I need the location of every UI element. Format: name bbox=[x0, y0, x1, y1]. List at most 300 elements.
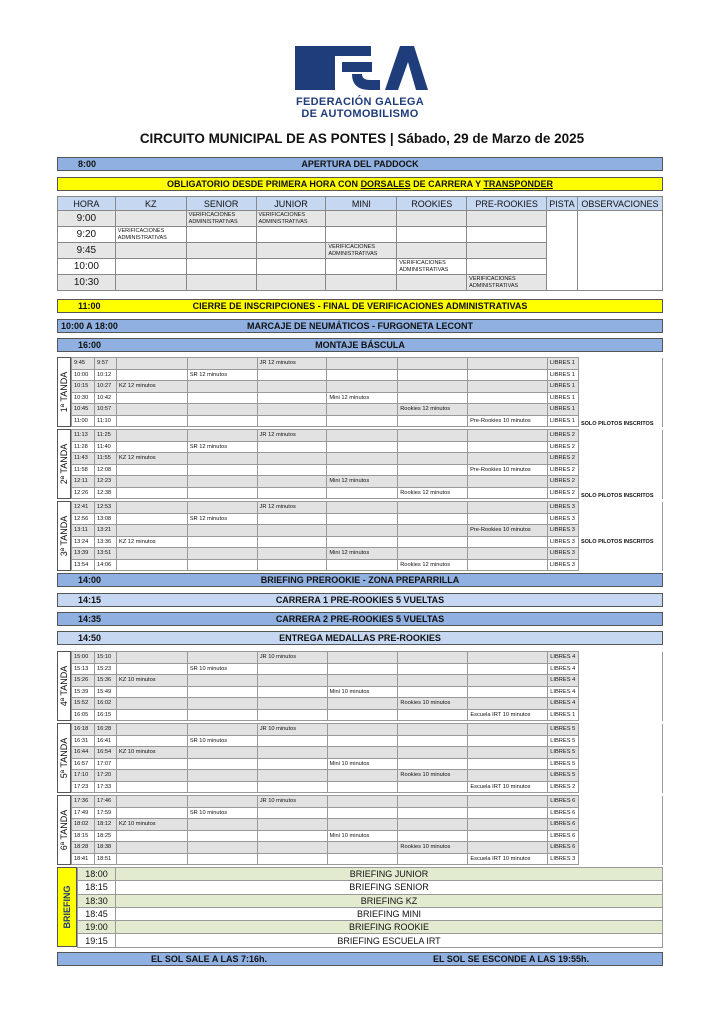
schedule-cell: LIBRES 3 bbox=[547, 502, 578, 514]
schedule-cell: 10:15 bbox=[72, 381, 95, 393]
schedule-cell: 15:36 bbox=[94, 675, 116, 687]
schedule-cell bbox=[327, 559, 398, 571]
schedule-cell: 11:13 bbox=[72, 430, 95, 442]
marcaje-bar: 10:00 A 18:00 MARCAJE DE NEUMÁTICOS - FURGONETA LECONT bbox=[57, 319, 663, 333]
schedule-cell bbox=[257, 392, 327, 404]
schedule-cell: 12:08 bbox=[94, 464, 116, 476]
schedule-cell: 16:31 bbox=[72, 735, 95, 747]
schedule-cell: LIBRES 6 bbox=[548, 819, 579, 831]
schedule-cell bbox=[116, 686, 187, 698]
schedule-cell bbox=[257, 369, 327, 381]
schedule-cell: JR 10 minutos bbox=[257, 796, 327, 808]
schedule-cell: 11:10 bbox=[94, 415, 116, 427]
schedule-cell: KZ 10 minutos bbox=[116, 675, 187, 687]
schedule-cell: KZ 12 minutos bbox=[116, 536, 187, 548]
schedule-cell bbox=[327, 525, 398, 537]
schedule-cell: 10:45 bbox=[72, 404, 95, 416]
schedule-cell: LIBRES 1 bbox=[547, 358, 578, 370]
schedule-cell: Escuela IRT 10 minutos bbox=[468, 781, 548, 793]
table-row bbox=[72, 758, 663, 770]
schedule-cell bbox=[187, 415, 257, 427]
schedule-cell: 14:06 bbox=[94, 559, 116, 571]
schedule-cell bbox=[257, 709, 327, 721]
schedule-cell bbox=[468, 652, 548, 664]
schedule-cell: LIBRES 6 bbox=[548, 842, 579, 854]
schedule-cell bbox=[398, 392, 468, 404]
schedule-cell: LIBRES 5 bbox=[548, 770, 579, 782]
schedule-cell bbox=[257, 404, 327, 416]
tanda-label: 1ª TANDA bbox=[57, 357, 71, 427]
schedule-cell bbox=[468, 430, 548, 442]
schedule-cell bbox=[327, 853, 398, 865]
schedule-cell: LIBRES 5 bbox=[548, 758, 579, 770]
schedule-cell bbox=[398, 430, 468, 442]
schedule-cell bbox=[187, 536, 257, 548]
schedule-cell: 17:59 bbox=[94, 807, 116, 819]
table-row bbox=[72, 796, 663, 808]
briefing-row: 18:30 BRIEFING KZ bbox=[78, 894, 663, 907]
schedule-cell bbox=[187, 853, 257, 865]
schedule-cell: 16:57 bbox=[72, 758, 95, 770]
schedule-cell bbox=[468, 536, 548, 548]
schedule-cell: 18:51 bbox=[94, 853, 116, 865]
schedule-cell bbox=[257, 781, 327, 793]
table-row bbox=[72, 548, 663, 560]
schedule-cell bbox=[257, 686, 327, 698]
tanda-block bbox=[57, 357, 663, 427]
schedule-cell: Pre-Rookies 10 minutos bbox=[468, 464, 548, 476]
schedule-cell: 18:02 bbox=[72, 819, 95, 831]
schedule-cell bbox=[398, 830, 468, 842]
table-row bbox=[72, 464, 663, 476]
schedule-cell bbox=[187, 430, 257, 442]
schedule-cell bbox=[468, 675, 548, 687]
schedule-cell bbox=[468, 548, 548, 560]
schedule-cell bbox=[398, 663, 468, 675]
schedule-cell bbox=[398, 686, 468, 698]
schedule-cell bbox=[398, 464, 468, 476]
table-row bbox=[72, 404, 663, 416]
schedule-cell: LIBRES 2 bbox=[547, 430, 578, 442]
schedule-cell: LIBRES 6 bbox=[548, 796, 579, 808]
schedule-cell bbox=[468, 381, 548, 393]
schedule-cell bbox=[327, 369, 398, 381]
schedule-cell: 17:20 bbox=[94, 770, 116, 782]
schedule-cell bbox=[116, 853, 187, 865]
schedule-cell bbox=[187, 381, 257, 393]
schedule-cell: 13:36 bbox=[94, 536, 116, 548]
schedule-cell: LIBRES 5 bbox=[548, 724, 579, 736]
schedule-cell bbox=[116, 735, 187, 747]
schedule-cell: LIBRES 6 bbox=[548, 807, 579, 819]
schedule-cell bbox=[257, 536, 327, 548]
tanda-block bbox=[57, 723, 663, 793]
table-row bbox=[72, 686, 663, 698]
schedule-cell: 11:43 bbox=[72, 453, 95, 465]
schedule-cell: KZ 10 minutos bbox=[116, 747, 187, 759]
schedule-cell bbox=[116, 724, 187, 736]
schedule-cell: 18:38 bbox=[94, 842, 116, 854]
schedule-cell bbox=[116, 830, 187, 842]
schedule-cell bbox=[398, 724, 468, 736]
schedule-cell bbox=[327, 724, 398, 736]
table-row bbox=[72, 430, 663, 442]
briefing-row: 18:00 BRIEFING JUNIOR bbox=[78, 868, 663, 881]
schedule-cell bbox=[327, 842, 398, 854]
schedule-cell: 10:27 bbox=[94, 381, 116, 393]
schedule-cell: 18:28 bbox=[72, 842, 95, 854]
observaciones-cell bbox=[579, 796, 663, 865]
tanda-label: 6ª TANDA bbox=[57, 795, 71, 865]
schedule-cell: 16:28 bbox=[94, 724, 116, 736]
table-row bbox=[72, 476, 663, 488]
schedule-cell: Mini 12 minutos bbox=[327, 392, 398, 404]
schedule-cell bbox=[257, 842, 327, 854]
page-title: CIRCUITO MUNICIPAL DE AS PONTES | Sábado, 29 de Marzo de 2025 bbox=[139, 131, 585, 146]
schedule-cell bbox=[257, 487, 327, 499]
schedule-cell: 13:24 bbox=[72, 536, 95, 548]
schedule-cell: LIBRES 4 bbox=[548, 686, 579, 698]
schedule-cell bbox=[116, 796, 187, 808]
schedule-cell bbox=[468, 807, 548, 819]
schedule-cell: 13:39 bbox=[72, 548, 95, 560]
schedule-cell bbox=[116, 513, 187, 525]
schedule-cell bbox=[398, 513, 468, 525]
schedule-cell: 9:57 bbox=[94, 358, 116, 370]
schedule-cell bbox=[468, 404, 548, 416]
schedule-cell: Rookies 12 minutos bbox=[398, 559, 468, 571]
schedule-cell: 11:40 bbox=[94, 441, 116, 453]
schedule-cell: 16:54 bbox=[94, 747, 116, 759]
schedule-cell bbox=[468, 770, 548, 782]
schedule-cell: Rookies 12 minutos bbox=[398, 404, 468, 416]
schedule-cell: LIBRES 2 bbox=[548, 781, 579, 793]
briefing-row: 18:45 BRIEFING MINI bbox=[78, 907, 663, 920]
schedule-cell: LIBRES 3 bbox=[547, 559, 578, 571]
schedule-cell: Mini 12 minutos bbox=[327, 548, 398, 560]
schedule-cell bbox=[398, 796, 468, 808]
table-row bbox=[72, 381, 663, 393]
schedule-cell: JR 10 minutos bbox=[257, 724, 327, 736]
schedule-cell: 18:15 bbox=[72, 830, 95, 842]
schedule-cell: LIBRES 1 bbox=[547, 404, 578, 416]
schedule-cell bbox=[187, 487, 257, 499]
event-bar: 14:50 ENTREGA MEDALLAS PRE-ROOKIES bbox=[57, 631, 663, 645]
schedule-cell bbox=[327, 487, 398, 499]
schedule-cell bbox=[116, 404, 187, 416]
schedule-cell bbox=[116, 807, 187, 819]
schedule-cell bbox=[468, 392, 548, 404]
table-row bbox=[72, 559, 663, 571]
schedule-cell bbox=[468, 559, 548, 571]
schedule-cell bbox=[468, 747, 548, 759]
schedule-cell bbox=[187, 724, 257, 736]
schedule-cell: 13:11 bbox=[72, 525, 95, 537]
schedule-cell bbox=[468, 686, 548, 698]
schedule-cell bbox=[187, 796, 257, 808]
schedule-cell bbox=[187, 698, 257, 710]
schedule-cell bbox=[468, 513, 548, 525]
schedule-cell bbox=[468, 758, 548, 770]
schedule-cell: LIBRES 2 bbox=[547, 453, 578, 465]
schedule-cell: JR 12 minutos bbox=[257, 358, 327, 370]
table-row bbox=[72, 735, 663, 747]
table-row bbox=[72, 525, 663, 537]
schedule-cell: LIBRES 2 bbox=[547, 464, 578, 476]
schedule-cell bbox=[327, 381, 398, 393]
table-row bbox=[72, 502, 663, 514]
table-row bbox=[72, 392, 663, 404]
schedule-cell: 11:58 bbox=[72, 464, 95, 476]
schedule-cell: 15:39 bbox=[72, 686, 95, 698]
schedule-cell bbox=[116, 369, 187, 381]
schedule-cell: 10:57 bbox=[94, 404, 116, 416]
schedule-cell bbox=[468, 819, 548, 831]
schedule-cell: 10:42 bbox=[94, 392, 116, 404]
schedule-cell: Escuela IRT 10 minutos bbox=[468, 853, 548, 865]
schedule-cell: 11:55 bbox=[94, 453, 116, 465]
schedule-cell bbox=[327, 513, 398, 525]
table-row bbox=[72, 663, 663, 675]
table-row bbox=[72, 853, 663, 865]
table-row bbox=[72, 807, 663, 819]
schedule-cell bbox=[187, 758, 257, 770]
schedule-cell: 15:00 bbox=[72, 652, 95, 664]
schedule-cell bbox=[187, 747, 257, 759]
schedule-cell: Mini 10 minutos bbox=[327, 830, 398, 842]
schedule-cell: 10:12 bbox=[94, 369, 116, 381]
schedule-cell: LIBRES 5 bbox=[548, 747, 579, 759]
schedule-cell bbox=[257, 415, 327, 427]
schedule-cell: 16:41 bbox=[94, 735, 116, 747]
tanda-block bbox=[57, 795, 663, 865]
schedule-cell bbox=[116, 464, 187, 476]
schedule-cell bbox=[327, 453, 398, 465]
schedule-cell: 10:00 bbox=[72, 369, 95, 381]
schedule-cell bbox=[398, 819, 468, 831]
schedule-cell: LIBRES 4 bbox=[548, 698, 579, 710]
schedule-cell: LIBRES 1 bbox=[547, 369, 578, 381]
schedule-cell: Rookies 12 minutos bbox=[398, 487, 468, 499]
schedule-cell bbox=[327, 358, 398, 370]
schedule-cell: Pre-Rookies 10 minutos bbox=[468, 525, 548, 537]
observaciones-cell bbox=[579, 652, 663, 721]
notice-bar: OBLIGATORIO DESDE PRIMERA HORA CON DORSALES DE CARRERA Y TRANSPONDER bbox=[57, 177, 663, 191]
schedule-cell bbox=[257, 381, 327, 393]
schedule-cell: 15:26 bbox=[72, 675, 95, 687]
verification-table: HORA KZ SENIOR JUNIOR MINI ROOKIES PRE-ROOKIES PISTA OBSERVACIONES 9:00 VERIFICACIONES ADMINISTRATIVAS VERIFICACIONES ADMINISTRATIVAS 9:20 VERIFICACIONES ADMINISTRATIVAS 9:45 VERIFICACIONES ADMINISTRATIVAS 10:00 VERIFICACIONES ADMINISTRATIVAS 10:30 VERIFICACIONES ADMINISTRATIVAS bbox=[57, 196, 663, 291]
table-row bbox=[72, 709, 663, 721]
tanda-block bbox=[57, 429, 663, 499]
schedule-cell bbox=[116, 487, 187, 499]
schedule-cell bbox=[116, 698, 187, 710]
schedule-cell: SR 12 minutos bbox=[187, 369, 257, 381]
schedule-cell: 15:49 bbox=[94, 686, 116, 698]
schedule-cell bbox=[187, 476, 257, 488]
schedule-cell bbox=[116, 709, 187, 721]
schedule-cell bbox=[398, 381, 468, 393]
table-row bbox=[72, 441, 663, 453]
schedule-cell bbox=[398, 415, 468, 427]
schedule-cell: 9:45 bbox=[72, 358, 95, 370]
schedule-cell bbox=[398, 453, 468, 465]
schedule-cell bbox=[398, 709, 468, 721]
schedule-cell bbox=[468, 735, 548, 747]
observaciones-cell: SOLO PILOTOS INSCRITOS bbox=[578, 430, 662, 499]
schedule-cell bbox=[257, 464, 327, 476]
schedule-cell bbox=[187, 770, 257, 782]
briefing-row: 19:00 BRIEFING ROOKIE bbox=[78, 921, 663, 934]
schedule-cell bbox=[187, 709, 257, 721]
event-bar: 14:00 BRIEFING PREROOKIE - ZONA PREPARRILLA bbox=[57, 573, 663, 587]
schedule-cell bbox=[257, 819, 327, 831]
schedule-cell bbox=[116, 559, 187, 571]
schedule-cell: 12:41 bbox=[72, 502, 95, 514]
event-bar: 14:35 CARRERA 2 PRE-ROOKIES 5 VUELTAS bbox=[57, 612, 663, 626]
schedule-cell bbox=[327, 430, 398, 442]
schedule-cell: LIBRES 3 bbox=[547, 548, 578, 560]
schedule-cell bbox=[398, 652, 468, 664]
schedule-cell: SR 12 minutos bbox=[187, 441, 257, 453]
table-row bbox=[72, 698, 663, 710]
schedule-cell: Rookies 10 minutos bbox=[398, 842, 468, 854]
schedule-cell: 18:41 bbox=[72, 853, 95, 865]
schedule-cell bbox=[187, 358, 257, 370]
schedule-cell bbox=[398, 758, 468, 770]
schedule-cell bbox=[257, 698, 327, 710]
schedule-cell bbox=[398, 441, 468, 453]
schedule-cell: Mini 10 minutos bbox=[327, 686, 398, 698]
schedule-cell: LIBRES 5 bbox=[548, 735, 579, 747]
schedule-cell bbox=[116, 415, 187, 427]
schedule-cell: Rookies 10 minutos bbox=[398, 770, 468, 782]
schedule-cell: 16:05 bbox=[72, 709, 95, 721]
montaje-bar: 16:00 MONTAJE BÁSCULA bbox=[57, 338, 663, 352]
schedule-cell bbox=[327, 404, 398, 416]
schedule-cell bbox=[116, 781, 187, 793]
schedule-cell bbox=[116, 652, 187, 664]
tanda-label: 3ª TANDA bbox=[57, 501, 71, 571]
schedule-cell bbox=[116, 430, 187, 442]
table-row bbox=[72, 513, 663, 525]
schedule-cell bbox=[327, 652, 398, 664]
schedule-cell bbox=[116, 548, 187, 560]
schedule-cell: KZ 12 minutos bbox=[116, 381, 187, 393]
schedule-cell bbox=[327, 698, 398, 710]
schedule-cell: 15:10 bbox=[94, 652, 116, 664]
schedule-cell bbox=[257, 675, 327, 687]
schedule-cell bbox=[468, 441, 548, 453]
schedule-cell: LIBRES 6 bbox=[548, 830, 579, 842]
schedule-cell bbox=[257, 441, 327, 453]
schedule-cell bbox=[468, 724, 548, 736]
table-row bbox=[72, 453, 663, 465]
sun-bar: EL SOL SALE A LAS 7:16h. EL SOL SE ESCONDE A LAS 19:55h. bbox=[57, 952, 663, 966]
schedule-cell bbox=[468, 453, 548, 465]
table-row bbox=[72, 842, 663, 854]
schedule-cell: 15:23 bbox=[94, 663, 116, 675]
schedule-cell bbox=[187, 525, 257, 537]
schedule-cell bbox=[468, 698, 548, 710]
schedule-cell bbox=[257, 525, 327, 537]
schedule-cell bbox=[398, 675, 468, 687]
table-row bbox=[72, 652, 663, 664]
schedule-cell bbox=[257, 559, 327, 571]
schedule-cell bbox=[187, 819, 257, 831]
schedule-cell: JR 12 minutos bbox=[257, 430, 327, 442]
observaciones-cell: SOLO PILOTOS INSCRITOS bbox=[578, 358, 662, 427]
schedule-cell: 17:23 bbox=[72, 781, 95, 793]
schedule-cell bbox=[257, 513, 327, 525]
schedule-cell bbox=[327, 502, 398, 514]
schedule-cell bbox=[468, 487, 548, 499]
schedule-cell: Mini 12 minutos bbox=[327, 476, 398, 488]
schedule-cell bbox=[327, 735, 398, 747]
schedule-cell: LIBRES 3 bbox=[547, 513, 578, 525]
schedule-cell bbox=[327, 663, 398, 675]
table-row bbox=[72, 536, 663, 548]
schedule-cell: 11:25 bbox=[94, 430, 116, 442]
schedule-cell bbox=[116, 476, 187, 488]
schedule-cell bbox=[468, 830, 548, 842]
schedule-cell: 16:02 bbox=[94, 698, 116, 710]
schedule-cell bbox=[116, 502, 187, 514]
schedule-cell: SR 10 minutos bbox=[187, 735, 257, 747]
schedule-cell bbox=[398, 807, 468, 819]
schedule-cell: 16:44 bbox=[72, 747, 95, 759]
schedule-cell bbox=[398, 548, 468, 560]
tanda-block bbox=[57, 501, 663, 571]
schedule-cell bbox=[468, 796, 548, 808]
schedule-cell bbox=[187, 675, 257, 687]
schedule-cell bbox=[257, 758, 327, 770]
schedule-cell: 13:21 bbox=[94, 525, 116, 537]
schedule-cell bbox=[327, 441, 398, 453]
schedule-cell bbox=[116, 441, 187, 453]
schedule-cell bbox=[116, 392, 187, 404]
schedule-cell: 13:08 bbox=[94, 513, 116, 525]
schedule-cell bbox=[187, 392, 257, 404]
table-row bbox=[72, 369, 663, 381]
schedule-cell: JR 12 minutos bbox=[257, 502, 327, 514]
paddock-bar: 8:00 APERTURA DEL PADDOCK bbox=[57, 157, 663, 171]
schedule-cell bbox=[327, 536, 398, 548]
schedule-cell bbox=[398, 781, 468, 793]
tanda-label: 2ª TANDA bbox=[57, 429, 71, 499]
schedule-cell: Mini 10 minutos bbox=[327, 758, 398, 770]
schedule-cell bbox=[116, 842, 187, 854]
table-row bbox=[72, 724, 663, 736]
event-bar: 14:15 CARRERA 1 PRE-ROOKIES 5 VUELTAS bbox=[57, 593, 663, 607]
briefing-row: 18:15 BRIEFING SENIOR bbox=[78, 881, 663, 894]
schedule-cell: 10:30 bbox=[72, 392, 95, 404]
schedule-cell: LIBRES 2 bbox=[547, 441, 578, 453]
schedule-cell: 12:38 bbox=[94, 487, 116, 499]
table-row bbox=[72, 358, 663, 370]
schedule-cell bbox=[257, 853, 327, 865]
schedule-cell: 11:00 bbox=[72, 415, 95, 427]
schedule-cell: 18:12 bbox=[94, 819, 116, 831]
schedule-cell: 17:46 bbox=[94, 796, 116, 808]
schedule-cell: Rookies 10 minutos bbox=[398, 698, 468, 710]
schedule-cell bbox=[398, 358, 468, 370]
schedule-cell bbox=[327, 781, 398, 793]
schedule-cell: 12:53 bbox=[94, 502, 116, 514]
schedule-cell bbox=[257, 453, 327, 465]
schedule-cell bbox=[116, 663, 187, 675]
schedule-cell bbox=[398, 735, 468, 747]
schedule-cell bbox=[116, 770, 187, 782]
